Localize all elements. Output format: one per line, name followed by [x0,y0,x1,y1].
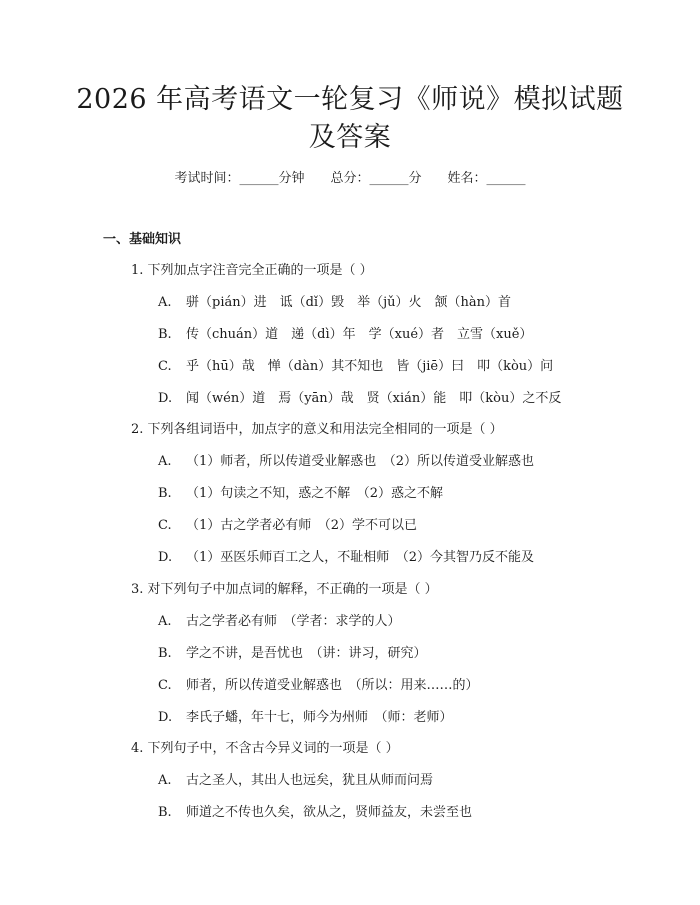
question-option [158,772,433,790]
option-letter: A. [158,614,172,629]
question-option [158,804,472,822]
question-option [158,645,427,663]
question-stem: 4. 下列句子中，不含古今异义词的一项是（ ） [131,741,399,756]
student-name: 姓名：______ [447,171,526,186]
option-text: 师道之不传也久矣，欲从之，贤师益友，未尝至也 [186,805,473,820]
option-text: （1）句读之不知，惑之不解 （2）惑之不解 [186,486,444,501]
question-stem: 3. 对下列句子中加点词的解释，不正确的一项是（ ） [131,582,438,597]
option-text: 古之学者必有师 （学者：求学的人） [186,614,401,629]
option-letter: B. [158,327,172,342]
option-letter: C. [158,518,172,533]
question-option [158,326,532,344]
option-letter: C. [158,678,172,693]
option-letter: B. [158,486,172,501]
option-letter: D. [158,391,173,406]
question-option [158,613,401,631]
option-text: 古之圣人，其出人也远矣，犹且从师而问焉 [186,773,434,788]
option-letter: A. [158,773,172,788]
exam-meta [0,170,700,188]
question-option [158,294,511,312]
question-stem: 2. 下列各组词语中，加点字的意义和用法完全相同的一项是（ ） [131,422,503,437]
option-text: 学之不讲，是吾忧也 （讲：讲习，研究） [186,646,427,661]
option-letter: A. [158,454,172,469]
question-option [158,677,479,695]
question-option [158,390,561,408]
option-text: 李氏子蟠，年十七，师今为州师 （师：老师） [186,710,453,725]
question-option [158,709,453,727]
exam-time: 考试时间：______分钟 [174,171,305,186]
page-title: 2026 年高考语文一轮复习《师说》模拟试题 [76,84,624,115]
option-letter: A. [158,295,172,310]
option-text: 师者，所以传道受业解惑也 （所以：用来……的） [186,678,479,693]
question-option [158,549,534,567]
question-option [158,485,443,503]
option-text: （1）巫医乐师百工之人，不耻相师 （2）今其智乃反不能及 [186,550,535,565]
option-text: （1）古之学者必有师 （2）学不可以已 [186,518,418,533]
option-text: （1）师者，所以传道受业解惑也 （2）所以传道受业解惑也 [186,454,535,469]
question-option [158,453,534,471]
page-title-continued: 及答案 [308,122,392,153]
question-option [158,358,553,376]
option-letter: D. [158,550,173,565]
total-score: 总分：______分 [330,171,422,186]
option-letter: C. [158,359,172,374]
option-text: 传（chuán）道 递（dì）年 学（xué）者 立雪（xuě） [186,327,533,342]
option-text: 骈（pián）进 诋（dǐ）毁 举（jǔ）火 颔（hàn）首 [186,295,511,310]
section-heading: 一、基础知识 [103,232,182,247]
question-stem: 1. 下列加点字注音完全正确的一项是（ ） [131,263,373,278]
option-text: 乎（hū）哉 惮（dàn）其不知也 皆（jiē）曰 叩（kòu）问 [186,359,554,374]
option-letter: D. [158,710,173,725]
option-letter: B. [158,805,172,820]
option-text: 闻（wén）道 焉（yān）哉 贤（xián）能 叩（kòu）之不反 [186,391,562,406]
question-option [158,517,417,535]
option-letter: B. [158,646,172,661]
